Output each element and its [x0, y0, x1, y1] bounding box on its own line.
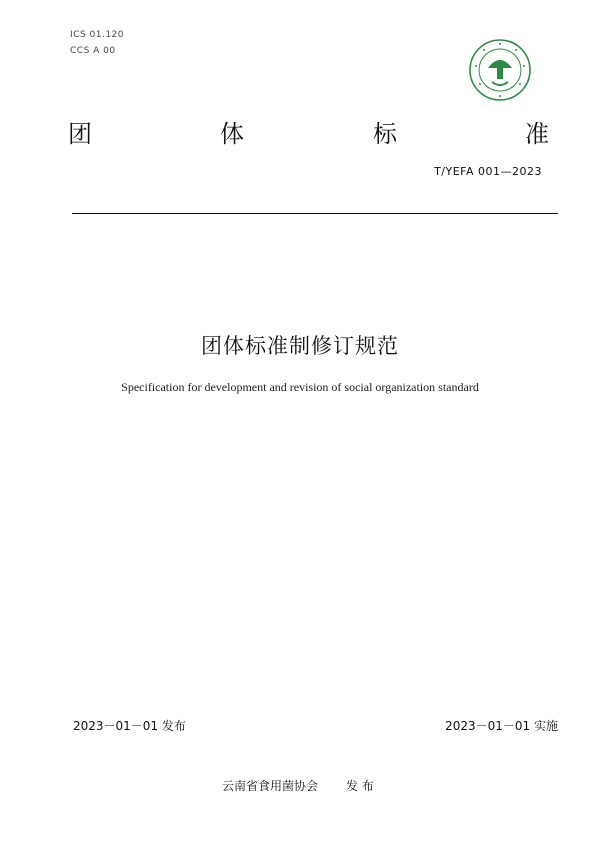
header-divider	[72, 213, 558, 214]
standard-type-char: 体	[220, 120, 244, 148]
standard-type-heading	[0, 114, 600, 150]
association-seal-icon	[468, 38, 532, 102]
standard-type-char: 团	[68, 120, 92, 148]
ccs-code: CCS A 00	[70, 46, 116, 56]
standard-type-char: 准	[525, 120, 549, 148]
document-subtitle: Specification for development and revision of social organization standard	[121, 380, 479, 394]
document-title: 团体标准制修订规范	[201, 334, 399, 358]
publish-date: 2023－01－01 发布	[73, 719, 186, 733]
implement-date: 2023－01－01 实施	[445, 719, 558, 733]
ics-code: ICS 01.120	[70, 30, 125, 40]
standard-type-char: 标	[373, 120, 397, 148]
standard-code: T/YEFA 001—2023	[434, 165, 542, 178]
issuer-line	[222, 777, 374, 794]
issuer-name: 云南省食用菌协会	[222, 779, 319, 793]
issuer-action: 发 布	[346, 779, 374, 793]
